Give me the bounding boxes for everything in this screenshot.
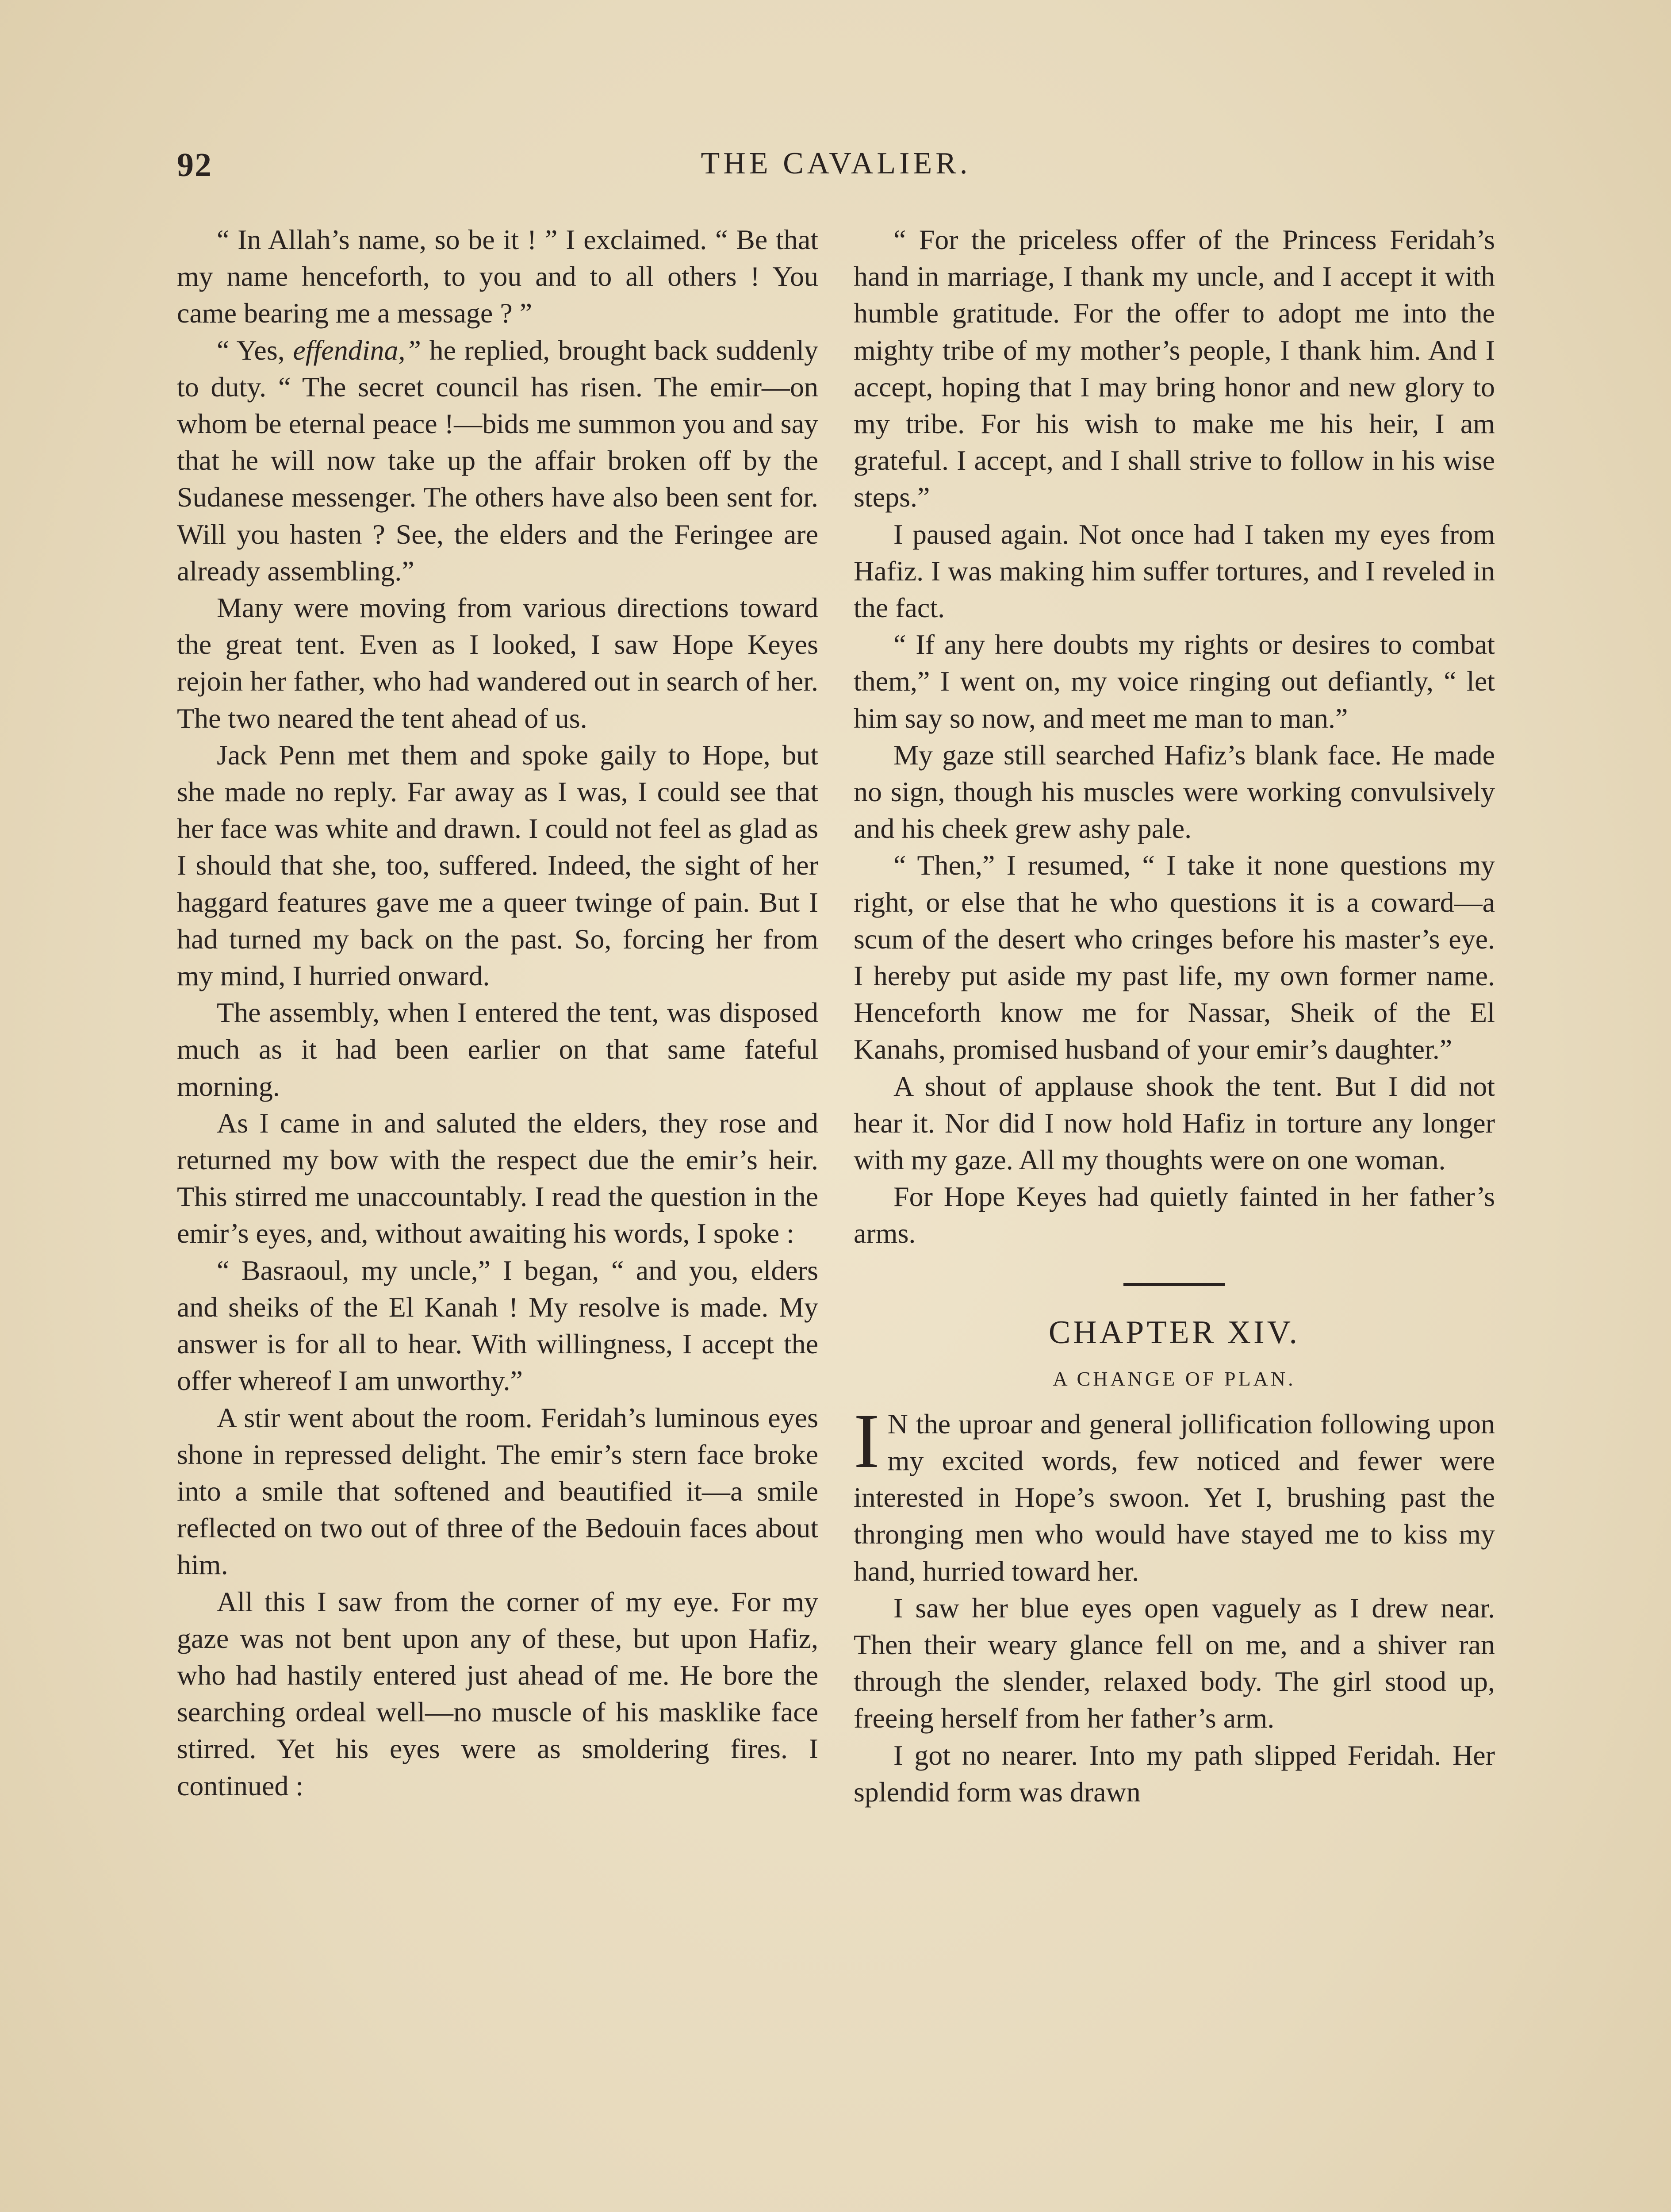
right-column [854, 221, 1495, 1810]
italic-word: effendina,” [293, 334, 422, 366]
page-header [177, 146, 1495, 195]
paragraph: Jack Penn met them and spoke gaily to Hope, but she made no reply. Far away as I was, I could see that her face was white and drawn. I could not feel as glad as I should that she, too, suffered. Indeed, the sight of her haggard features gave me a queer twinge of pain. But I had turned my back on the past. So, forcing her from my mind, I hurried onward. [177, 739, 818, 992]
text-run: N the uproar and general jollification following upon my excited words, few noticed and fewer were interested in Hope’s swoon. Yet I, brushing past the thronging men who would have stayed me to kiss my hand, hurried toward her. [854, 1408, 1495, 1587]
chapter-title: CHAPTER XIV. [1048, 1314, 1300, 1351]
paragraph: I paused again. Not once had I taken my eyes from Hafiz. I was making him suffer tortures, and I reveled in the fact. [854, 518, 1495, 624]
paragraph: For Hope Keyes had quietly fainted in her father’s arms. [854, 1181, 1495, 1249]
paragraph: I got no nearer. Into my path slipped Feridah. Her splendid form was drawn [854, 1739, 1495, 1808]
paragraph: A shout of applause shook the tent. But I did not hear it. Nor did I now hold Hafiz in torture any longer with my gaze. All my thoughts were on one woman. [854, 1070, 1495, 1176]
paragraph: My gaze still searched Hafiz’s blank face. He made no sign, though his muscles were working convulsively and his cheek grew ashy pale. [854, 739, 1495, 845]
left-column [177, 221, 818, 1804]
drop-cap: I [854, 1398, 880, 1484]
paragraph: “ Basraoul, my uncle,” I began, “ and you, elders and sheiks of the El Kanah ! My resolve is made. My answer is for all to hear. With willingness, I accept the offer whereof I am unworthy.” [177, 1254, 818, 1397]
paragraph: As I came in and saluted the elders, they rose and returned my bow with the respect due the emir’s heir. This stirred me unaccountably. I read the question in the emir’s eyes, and, without awaiting his words, I spoke : [177, 1107, 818, 1249]
paragraph: “ Then,” I resumed, “ I take it none questions my right, or else that he who questions it is a coward—a scum of the desert who cringes before his master’s eye. I hereby put aside my past life, my own former name. Henceforth know me for Nassar, Sheik of the El Kanahs, promised husband of your emir’s daughter.” [854, 849, 1495, 1065]
running-title: THE CAVALIER. [701, 146, 971, 180]
paragraph [854, 1398, 1495, 1590]
chapter-subtitle: A CHANGE OF PLAN. [1053, 1367, 1296, 1390]
text-run: he replied, brought back suddenly to duty. “ The secret council has risen. The emir—on whom be eternal peace !—bids me summon you and say that he will now take up the affair broken off by the Sudanese messenger. The others have also been sent for. Will you hasten ? See, the elders and the Feringee are already assembling.” [177, 334, 819, 587]
section-divider [1123, 1283, 1225, 1286]
paragraph [177, 332, 818, 589]
paragraph: Many were moving from various directions toward the great tent. Even as I looked, I saw Hope Keyes rejoin her father, who had wandered out in search of her. The two neared the tent ahead of us. [177, 592, 818, 734]
paragraph: “ If any here doubts my rights or desires to combat them,” I went on, my voice ringing out defiantly, “ let him say so now, and meet me man to man.” [854, 629, 1495, 734]
paragraph: All this I saw from the corner of my eye. For my gaze was not bent upon any of these, but upon Hafiz, who had hastily entered just ahead of me. He bore the searching ordeal well—no muscle of his masklike face stirred. Yet his eyes were as smoldering fires. I continued : [177, 1586, 818, 1801]
paragraph: I saw her blue eyes open vaguely as I drew near. Then their weary glance fell on me, and a shiver ran through the slender, relaxed body. The girl stood up, freeing herself from her father’s arm. [854, 1592, 1495, 1734]
paragraph: “ For the priceless offer of the Princess Feridah’s hand in marriage, I thank my uncle, and I accept it with humble gratitude. For the offer to adopt me into the mighty tribe of my mother’s people, I thank him. And I accept, hoping that I may bring honor and new glory to my tribe. For his wish to make me his heir, I am grateful. I accept, and I shall strive to follow in his wise steps.” [854, 224, 1495, 513]
paragraph: A stir went about the room. Feridah’s luminous eyes shone in repressed delight. The emir’s stern face broke into a smile that softened and beautified it—a smile reflected on two out of three of the Bedouin faces about him. [177, 1402, 818, 1581]
paragraph: The assembly, when I entered the tent, was disposed much as it had been earlier on that same fateful morning. [177, 997, 818, 1102]
page-number: 92 [177, 146, 212, 184]
text-run: “ Yes, [217, 334, 293, 366]
paragraph: “ In Allah’s name, so be it ! ” I exclaimed. “ Be that my name henceforth, to you and to all others ! You came bearing me a message ? ” [177, 224, 818, 329]
